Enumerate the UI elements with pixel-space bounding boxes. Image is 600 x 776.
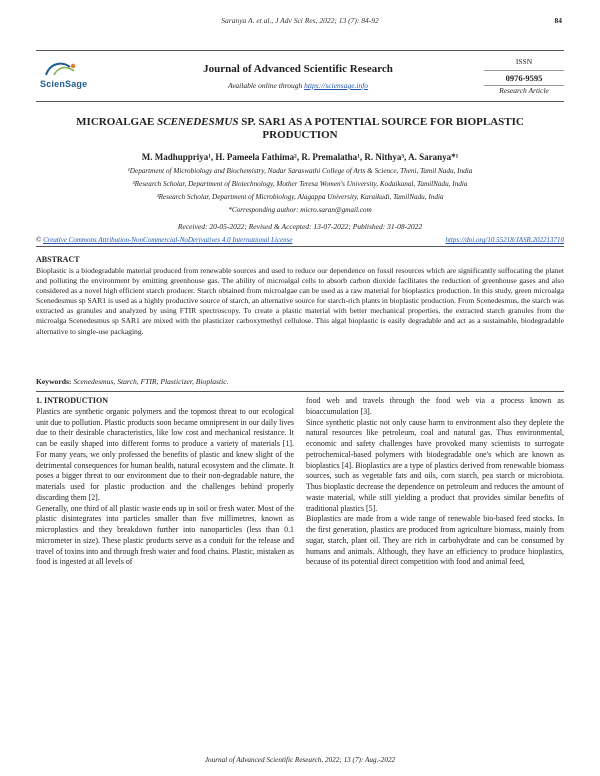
journal-header bbox=[36, 50, 564, 102]
title-italic: SCENEDESMUS bbox=[157, 116, 239, 128]
paragraph: Generally, one third of all plastic waste ends up in soil or fresh water. Most of the plastic disintegrates into particles smaller than five millimetres, known as microplastics and they breakdown further into nanoparticles (less than 0.1 micrometer in size). These plastic products serve as a conduit for the release and travel of toxins into and through fresh water and food chains. Plastic, mistaken as food is ingested at all levels of bbox=[36, 503, 294, 567]
journal-name: Journal of Advanced Scientific Research bbox=[203, 63, 393, 75]
keywords bbox=[36, 377, 564, 392]
license-line bbox=[36, 236, 564, 247]
license-link[interactable]: Creative Commons Attribution-NonCommercial-NoDerivatives 4.0 International License bbox=[43, 236, 293, 244]
paragraph: Bioplastics are made from a wide range of renewable bio-based feed stocks. In the first generation, plastics are produced from agriculture biomass, mainly from sugar, starch, plant oil. They are rich in carbohydrate and can be consumed by humans and animals. Although, they have an efficiency to produce bioplastics, because of its potential direct competition with food and animal feed, bbox=[306, 514, 564, 567]
sciensage-logo bbox=[40, 59, 96, 95]
affiliation-3: ³Research Scholar, Department of Microbiology, Alagappa University, Karaikudi, TamilNadu, India bbox=[156, 193, 444, 201]
availability-line bbox=[188, 81, 408, 90]
journal-url-link[interactable]: https://sciensage.info bbox=[304, 81, 369, 90]
keywords-label: Keywords: bbox=[36, 377, 74, 386]
abstract-heading: ABSTRACT bbox=[36, 255, 80, 264]
license-symbol-icon: © bbox=[36, 236, 42, 244]
running-header: Saranya A. et al., J Adv Sci Res, 2022; 13 (7): 84-92 bbox=[221, 16, 379, 25]
abstract-text: Bioplastic is a biodegradable material produced from renewable sources and used to reduce our dependence on fossil resources which are significantly suffocating the planet and polluting the environment by emitting greenhouse gas. The ability of microalgal cells to absorb carbon dioxide facilitates the reduction of greenhouse gases and also considered as a novel high efficient starch producer. Starch obtained from microalgae can be used as a raw material for bioplastics production. In this study, green microalga Scenedesmus sp SAR1 is used as a highly productive source of starch, an alternative source for starch-rich plants in bioplastic production. From Scenedesmus, the starch was extracted as granules and analyzed by using FTIR spectroscopy. To create a plastic material with better mechanical properties, the extracted starch granules from the microalga Scenedesmus sp SAR1 are mixed with the plasticizer carboxymethyl cellulose. This algal bioplastic is easily degradable and act as a sustainable, biodegradable alternative to single-use packaging. bbox=[36, 266, 564, 336]
doi-link[interactable]: https://doi.org/10.55218/JASR.202213710 bbox=[445, 236, 564, 244]
paragraph: Plastics are synthetic organic polymers and the topmost threat to our ecological unit due to pollution. Plastic products soon became omnipresent in our daily lives due to their desirable characteristics, like low cost and mechanical resistance. It can be easily shaped into different forms to produce a variety of materials [1]. For many years, we only professed the benefits of plastic and knew slight of the detrimental consequences for human health, natural ecosystem and the climate. It poses a bigger threat to our environment due to their non-degradable nature, the materials used for plastic production and the challenges behind properly discarding them [2]. bbox=[36, 406, 294, 502]
authors: M. Madhuppriya¹, H. Pameela Fathima², R. Premalatha¹, R. Nithya³, A. Saranya*¹ bbox=[141, 152, 459, 162]
issn-box bbox=[484, 51, 564, 101]
article-type: Research Article bbox=[499, 86, 549, 95]
article-dates: Received: 20-05-2022; Revised & Accepted: 13-07-2022; Published: 31-08-2022 bbox=[177, 222, 423, 231]
paragraph: Since synthetic plastic not only cause harm to environment also they deplete the natural resources like petroleum, coal and natural gas. Thus environmental, economic and safety challenges have provoked many scientists to surrogate petrochemical-based polymers with biodegradable one's which are known as bioplastics [4]. Bioplastics are a type of plastics derived from renewable biomass sources, such as vegetable fats and oils, corn starch, pea starch or microbiota. Thus bioplastic decrease the dependence on petroleum and reduces the amount of waste material, while still yielding a product that provides similar benefits of traditional plastics [5]. bbox=[306, 417, 564, 513]
logo-text: ScienSage bbox=[40, 79, 88, 89]
logo-graphic-icon bbox=[40, 59, 96, 79]
article-title bbox=[60, 116, 540, 142]
issn-label: ISSN bbox=[515, 57, 533, 66]
available-prefix: Available online through bbox=[227, 81, 305, 90]
issn-number: 0976-9595 bbox=[484, 70, 564, 86]
page-number: 84 bbox=[554, 16, 562, 25]
paragraph: food web and travels through the food web via a process known as bioaccumulation [3]. bbox=[306, 396, 564, 416]
page-footer: Journal of Advanced Scientific Research, 2022; 13 (7): Aug.-2022 bbox=[204, 756, 396, 764]
left-column bbox=[36, 396, 294, 568]
section-heading: 1. INTRODUCTION bbox=[36, 396, 109, 405]
affiliation-1: ¹Department of Microbiology and Biochemistry, Nadar Saraswathi College of Arts & Science, Theni, Tamil Nadu, India bbox=[127, 167, 473, 175]
affiliation-2: ²Research Scholar, Department of Biotechnology, Mother Teresa Women's University, Kodaikanal, TamilNadu, India bbox=[132, 180, 468, 188]
title-prefix: MICROALGAE bbox=[76, 116, 158, 128]
keywords-list: Scenedesmus, Starch, FTIR, Plasticizer, Bioplastic. bbox=[73, 377, 229, 386]
title-suffix: SP. SAR1 AS A POTENTIAL SOURCE FOR BIOPLASTIC PRODUCTION bbox=[238, 116, 524, 141]
right-column bbox=[306, 396, 564, 568]
corresponding-author: *Corresponding author: micro.saran@gmail.com bbox=[228, 206, 372, 214]
